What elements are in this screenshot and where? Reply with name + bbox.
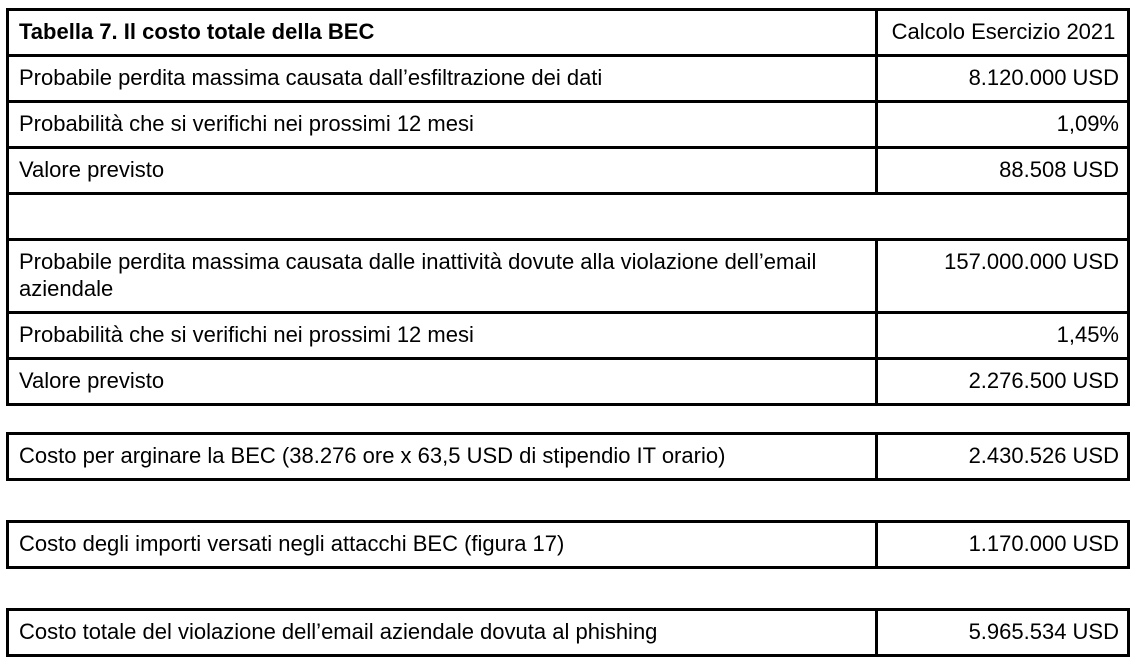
row-label: Valore previsto bbox=[8, 359, 877, 405]
row-label: Valore previsto bbox=[8, 148, 877, 194]
total-cost-table bbox=[6, 608, 1130, 657]
table-row bbox=[8, 240, 1129, 313]
row-value: 2.430.526 USD bbox=[877, 434, 1129, 480]
table-row bbox=[8, 434, 1129, 480]
row-label: Probabile perdita massima causata dall’esfiltrazione dei dati bbox=[8, 56, 877, 102]
paid-amounts-table bbox=[6, 520, 1130, 569]
row-value: 1,45% bbox=[877, 313, 1129, 359]
row-value: 157.000.000 USD bbox=[877, 240, 1129, 313]
row-label: Costo degli importi versati negli attacchi BEC (figura 17) bbox=[8, 522, 877, 568]
row-label: Probabilità che si verifichi nei prossimi 12 mesi bbox=[8, 313, 877, 359]
row-value: 1.170.000 USD bbox=[877, 522, 1129, 568]
row-value: 2.276.500 USD bbox=[877, 359, 1129, 405]
row-value: 88.508 USD bbox=[877, 148, 1129, 194]
row-value: 1,09% bbox=[877, 102, 1129, 148]
row-label: Probabile perdita massima causata dalle inattività dovute alla violazione dell’email aziendale bbox=[8, 240, 877, 313]
row-value: 8.120.000 USD bbox=[877, 56, 1129, 102]
table-row bbox=[8, 148, 1129, 194]
column-header: Calcolo Esercizio 2021 bbox=[877, 10, 1129, 56]
row-label: Costo totale del violazione dell’email aziendale dovuta al phishing bbox=[8, 610, 877, 656]
row-label: Probabilità che si verifichi nei prossimi 12 mesi bbox=[8, 102, 877, 148]
spacer-row bbox=[8, 194, 1129, 240]
table-row bbox=[8, 610, 1129, 656]
table-row bbox=[8, 359, 1129, 405]
table-row bbox=[8, 102, 1129, 148]
row-value: 5.965.534 USD bbox=[877, 610, 1129, 656]
bec-cost-table bbox=[6, 8, 1130, 406]
table-title: Tabella 7. Il costo totale della BEC bbox=[8, 10, 877, 56]
table-header-row bbox=[8, 10, 1129, 56]
table-row bbox=[8, 313, 1129, 359]
spacer-cell bbox=[8, 194, 1129, 240]
table-row bbox=[8, 522, 1129, 568]
table-row bbox=[8, 56, 1129, 102]
row-label: Costo per arginare la BEC (38.276 ore x 63,5 USD di stipendio IT orario) bbox=[8, 434, 877, 480]
containment-cost-table bbox=[6, 432, 1130, 481]
